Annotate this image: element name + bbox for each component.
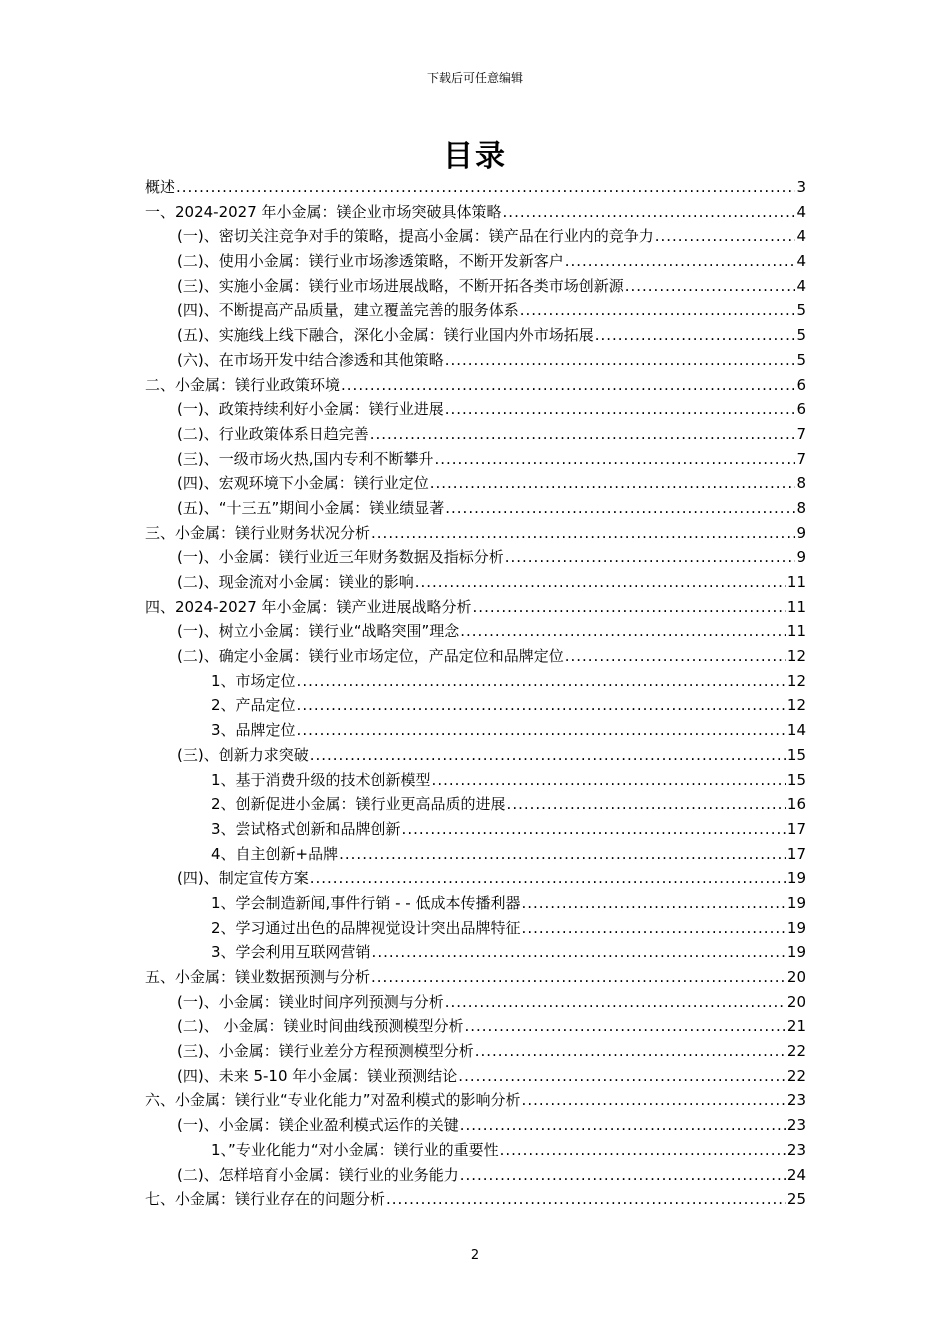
toc-entry[interactable]: [145, 843, 806, 868]
toc-entry-text: 七、小金属：镁行业存在的问题分析: [145, 1190, 386, 1209]
toc-entry-page: 23: [786, 1091, 806, 1110]
toc-entry-text: 二、小金属：镁行业政策环境: [145, 375, 341, 394]
toc-leader-dots: [505, 548, 796, 566]
toc-entry-text: 六、小金属：镁行业“专业化能力”对盈利模式的影响分析: [145, 1091, 521, 1110]
toc-entry-page: 15: [786, 745, 806, 764]
toc-entry-text: 1、基于消费升级的技术创新模型: [211, 770, 431, 789]
toc-entry[interactable]: [145, 546, 806, 571]
toc-entry-text: 3、尝试格式创新和品牌创新: [211, 819, 401, 838]
toc-leader-dots: [402, 820, 786, 838]
toc-leader-dots: [297, 696, 786, 714]
toc-leader-dots: [473, 598, 786, 616]
toc-entry-page: 7: [796, 424, 806, 443]
toc-leader-dots: [565, 647, 786, 665]
toc-leader-dots: [297, 672, 786, 690]
toc-entry-text: 2、产品定位: [211, 696, 296, 715]
toc-leader-dots: [625, 277, 796, 295]
page-title: 目录: [443, 139, 507, 174]
toc-entry-text: (一)、密切关注竞争对手的策略，提高小金属：镁产品在行业内的竞争力: [177, 227, 654, 246]
toc-entry[interactable]: [145, 991, 806, 1016]
toc-entry[interactable]: [145, 1015, 806, 1040]
toc-entry[interactable]: [145, 867, 806, 892]
toc-leader-dots: [341, 376, 795, 394]
toc-leader-dots: [460, 1166, 786, 1184]
toc-leader-dots: [460, 1116, 786, 1134]
toc-leader-dots: [507, 795, 786, 813]
toc-leader-dots: [521, 894, 785, 912]
toc-entry[interactable]: [145, 1040, 806, 1065]
toc-entry-page: 19: [786, 893, 806, 912]
toc-entry-text: 3、学会利用互联网营销: [211, 943, 371, 962]
toc-entry[interactable]: [145, 1089, 806, 1114]
toc-entry-text: (一)、小金属：镁企业盈利模式运作的关键: [177, 1116, 459, 1135]
toc-entry-page: 11: [786, 597, 806, 616]
toc-entry-page: 17: [786, 819, 806, 838]
toc-entry[interactable]: [145, 1065, 806, 1090]
toc-entry-text: (一)、小金属：镁业时间序列预测与分析: [177, 992, 444, 1011]
toc-entry-text: 3、品牌定位: [211, 721, 296, 740]
toc-leader-dots: [371, 968, 786, 986]
toc-entry-text: 1、学会制造新闻,事件行销 - - 低成本传播利器: [211, 893, 521, 912]
toc-entry[interactable]: [145, 966, 806, 991]
toc-entry-text: (二)、确定小金属：镁行业市场定位，产品定位和品牌定位: [177, 647, 564, 666]
toc-entry[interactable]: [145, 1188, 806, 1213]
toc-entry-text: 三、小金属：镁行业财务状况分析: [145, 523, 371, 542]
toc-leader-dots: [371, 524, 795, 542]
toc-entry[interactable]: [145, 374, 806, 399]
toc-entry-page: 19: [786, 869, 806, 888]
header-note: 下载后可任意编辑: [426, 71, 523, 85]
toc-entry[interactable]: [145, 694, 806, 719]
toc-entry-page: 12: [786, 696, 806, 715]
toc-entry[interactable]: [145, 670, 806, 695]
table-of-contents: [145, 176, 806, 1213]
toc-entry-page: 5: [796, 326, 806, 345]
toc-leader-dots: [339, 845, 786, 863]
toc-entry[interactable]: [145, 201, 806, 226]
toc-entry-page: 22: [786, 1066, 806, 1085]
toc-entry-text: 4、自主创新+品牌: [211, 844, 339, 863]
toc-entry-page: 12: [786, 671, 806, 690]
toc-entry[interactable]: [145, 250, 806, 275]
toc-entry-page: 8: [796, 474, 806, 493]
toc-entry-page: 20: [786, 992, 806, 1011]
toc-entry-page: 17: [786, 844, 806, 863]
toc-entry[interactable]: [145, 941, 806, 966]
toc-entry-text: (二)、 小金属：镁业时间曲线预测模型分析: [177, 1017, 464, 1036]
toc-entry-text: 概述: [145, 178, 176, 196]
toc-entry-page: 6: [796, 375, 806, 394]
toc-leader-dots: [522, 919, 786, 937]
toc-entry-page: 4: [796, 252, 806, 271]
toc-entry[interactable]: [145, 596, 806, 621]
toc-entry-page: 19: [786, 943, 806, 962]
toc-entry-page: 19: [786, 918, 806, 937]
toc-entry-page: 11: [786, 622, 806, 641]
toc-entry-page: 11: [786, 573, 806, 591]
toc-entry[interactable]: [145, 645, 806, 670]
toc-entry-page: 22: [786, 1042, 806, 1061]
toc-entry-text: (三)、小金属：镁行业差分方程预测模型分析: [177, 1042, 474, 1061]
toc-entry-text: (三)、创新力求突破: [177, 745, 309, 764]
toc-entry-text: 2、创新促进小金属：镁行业更高品质的进展: [211, 795, 506, 814]
toc-entry-page: 5: [796, 350, 806, 369]
toc-leader-dots: [522, 1091, 786, 1109]
toc-entry-text: (二)、现金流对小金属：镁业的影响: [177, 573, 414, 591]
toc-leader-dots: [415, 573, 786, 591]
toc-entry-text: 四、2024-2027 年小金属：镁产业进展战略分析: [145, 597, 472, 616]
toc-entry[interactable]: [145, 917, 806, 942]
toc-entry-page: 14: [786, 721, 806, 740]
toc-leader-dots: [430, 474, 796, 492]
toc-entry[interactable]: [145, 324, 806, 349]
toc-entry-page: 9: [796, 548, 806, 567]
toc-entry[interactable]: [145, 299, 806, 324]
toc-entry[interactable]: [145, 719, 806, 744]
toc-entry[interactable]: [145, 448, 806, 473]
toc-entry-text: (二)、使用小金属：镁行业市场渗透策略，不断开发新客户: [177, 252, 564, 271]
toc-entry-text: (六)、在市场开发中结合渗透和其他策略: [177, 350, 444, 369]
toc-leader-dots: [386, 1190, 786, 1208]
toc-leader-dots: [445, 351, 796, 369]
toc-entry-page: 25: [786, 1190, 806, 1209]
toc-entry[interactable]: [145, 275, 806, 300]
toc-entry[interactable]: [145, 225, 806, 250]
toc-entry-text: (四)、不断提高产品质量，建立覆盖完善的服务体系: [177, 301, 519, 320]
page-number: 2: [470, 1248, 480, 1263]
toc-entry-text: (一)、树立小金属：镁行业“战略突围”理念: [177, 622, 460, 641]
toc-entry-page: 5: [796, 301, 806, 320]
toc-entry-page: 20: [786, 968, 806, 986]
toc-entry-page: 7: [796, 449, 806, 468]
toc-entry-text: 一、2024-2027 年小金属：镁企业市场突破具体策略: [145, 202, 502, 221]
toc-leader-dots: [297, 721, 786, 739]
toc-entry-page: 6: [796, 400, 806, 419]
toc-entry[interactable]: [145, 497, 806, 522]
toc-leader-dots: [370, 425, 796, 443]
toc-entry-text: (三)、实施小金属：镁行业市场进展战略，不断开拓各类市场创新源: [177, 276, 624, 295]
toc-entry-page: 4: [796, 276, 806, 295]
toc-entry[interactable]: [145, 818, 806, 843]
toc-entry-page: 15: [786, 770, 806, 789]
toc-entry-text: (二)、行业政策体系日趋完善: [177, 424, 369, 443]
toc-entry-page: 4: [796, 227, 806, 246]
toc-entry[interactable]: [145, 744, 806, 769]
toc-entry[interactable]: [145, 620, 806, 645]
toc-entry-page: 8: [796, 498, 806, 517]
toc-entry-text: (三)、一级市场火热,国内专利不断攀升: [177, 449, 434, 468]
toc-leader-dots: [475, 1042, 786, 1060]
toc-entry-page: 23: [786, 1140, 806, 1159]
toc-entry[interactable]: [145, 892, 806, 917]
toc-entry[interactable]: [145, 793, 806, 818]
toc-entry-page: 9: [796, 523, 806, 542]
toc-entry-text: (四)、宏观环境下小金属：镁行业定位: [177, 474, 429, 493]
toc-entry[interactable]: [145, 176, 806, 201]
toc-entry-page: 21: [786, 1017, 806, 1036]
toc-entry[interactable]: [145, 1164, 806, 1189]
toc-leader-dots: [520, 301, 796, 319]
toc-entry[interactable]: [145, 1139, 806, 1164]
toc-entry[interactable]: [145, 1114, 806, 1139]
toc-entry-text: (二)、怎样培育小金属：镁行业的业务能力: [177, 1165, 459, 1184]
toc-entry-text: (一)、小金属：镁行业近三年财务数据及指标分析: [177, 548, 504, 567]
toc-entry[interactable]: [145, 398, 806, 423]
toc-entry[interactable]: [145, 522, 806, 547]
toc-entry[interactable]: [145, 571, 806, 596]
toc-entry-text: (一)、政策持续利好小金属：镁行业进展: [177, 400, 444, 419]
toc-entry-text: 1、”专业化能力“对小金属：镁行业的重要性: [211, 1140, 499, 1159]
toc-leader-dots: [445, 400, 796, 418]
toc-leader-dots: [445, 993, 786, 1011]
toc-leader-dots: [655, 227, 796, 245]
toc-entry-page: 16: [786, 795, 806, 814]
toc-entry[interactable]: [145, 472, 806, 497]
toc-entry-page: 24: [786, 1165, 806, 1184]
toc-entry-text: 1、市场定位: [211, 671, 296, 690]
toc-entry-text: (四)、制定宣传方案: [177, 869, 309, 888]
toc-leader-dots: [460, 622, 786, 640]
toc-leader-dots: [432, 771, 786, 789]
toc-entry-page: 12: [786, 647, 806, 666]
toc-leader-dots: [503, 203, 796, 221]
toc-entry[interactable]: [145, 769, 806, 794]
toc-leader-dots: [464, 1017, 785, 1035]
toc-entry-text: (四)、未来 5-10 年小金属：镁业预测结论: [177, 1066, 458, 1085]
toc-entry-text: (五)、实施线上线下融合，深化小金属：镁行业国内外市场拓展: [177, 326, 594, 345]
toc-entry[interactable]: [145, 349, 806, 374]
toc-leader-dots: [445, 499, 795, 517]
toc-entry-page: 23: [786, 1116, 806, 1135]
toc-leader-dots: [176, 178, 795, 196]
toc-leader-dots: [434, 450, 795, 468]
toc-leader-dots: [372, 943, 786, 961]
toc-entry-page: 4: [796, 202, 806, 221]
toc-leader-dots: [310, 746, 786, 764]
toc-leader-dots: [500, 1141, 786, 1159]
toc-entry-page: 3: [796, 178, 806, 196]
toc-entry-text: 2、学习通过出色的品牌视觉设计突出品牌特征: [211, 918, 521, 937]
toc-entry[interactable]: [145, 423, 806, 448]
toc-leader-dots: [310, 869, 786, 887]
toc-entry-text: (五)、“十三五”期间小金属：镁业绩显著: [177, 498, 445, 517]
toc-leader-dots: [565, 252, 796, 270]
toc-leader-dots: [595, 326, 796, 344]
toc-entry-text: 五、小金属：镁业数据预测与分析: [145, 968, 371, 986]
toc-leader-dots: [458, 1067, 786, 1085]
